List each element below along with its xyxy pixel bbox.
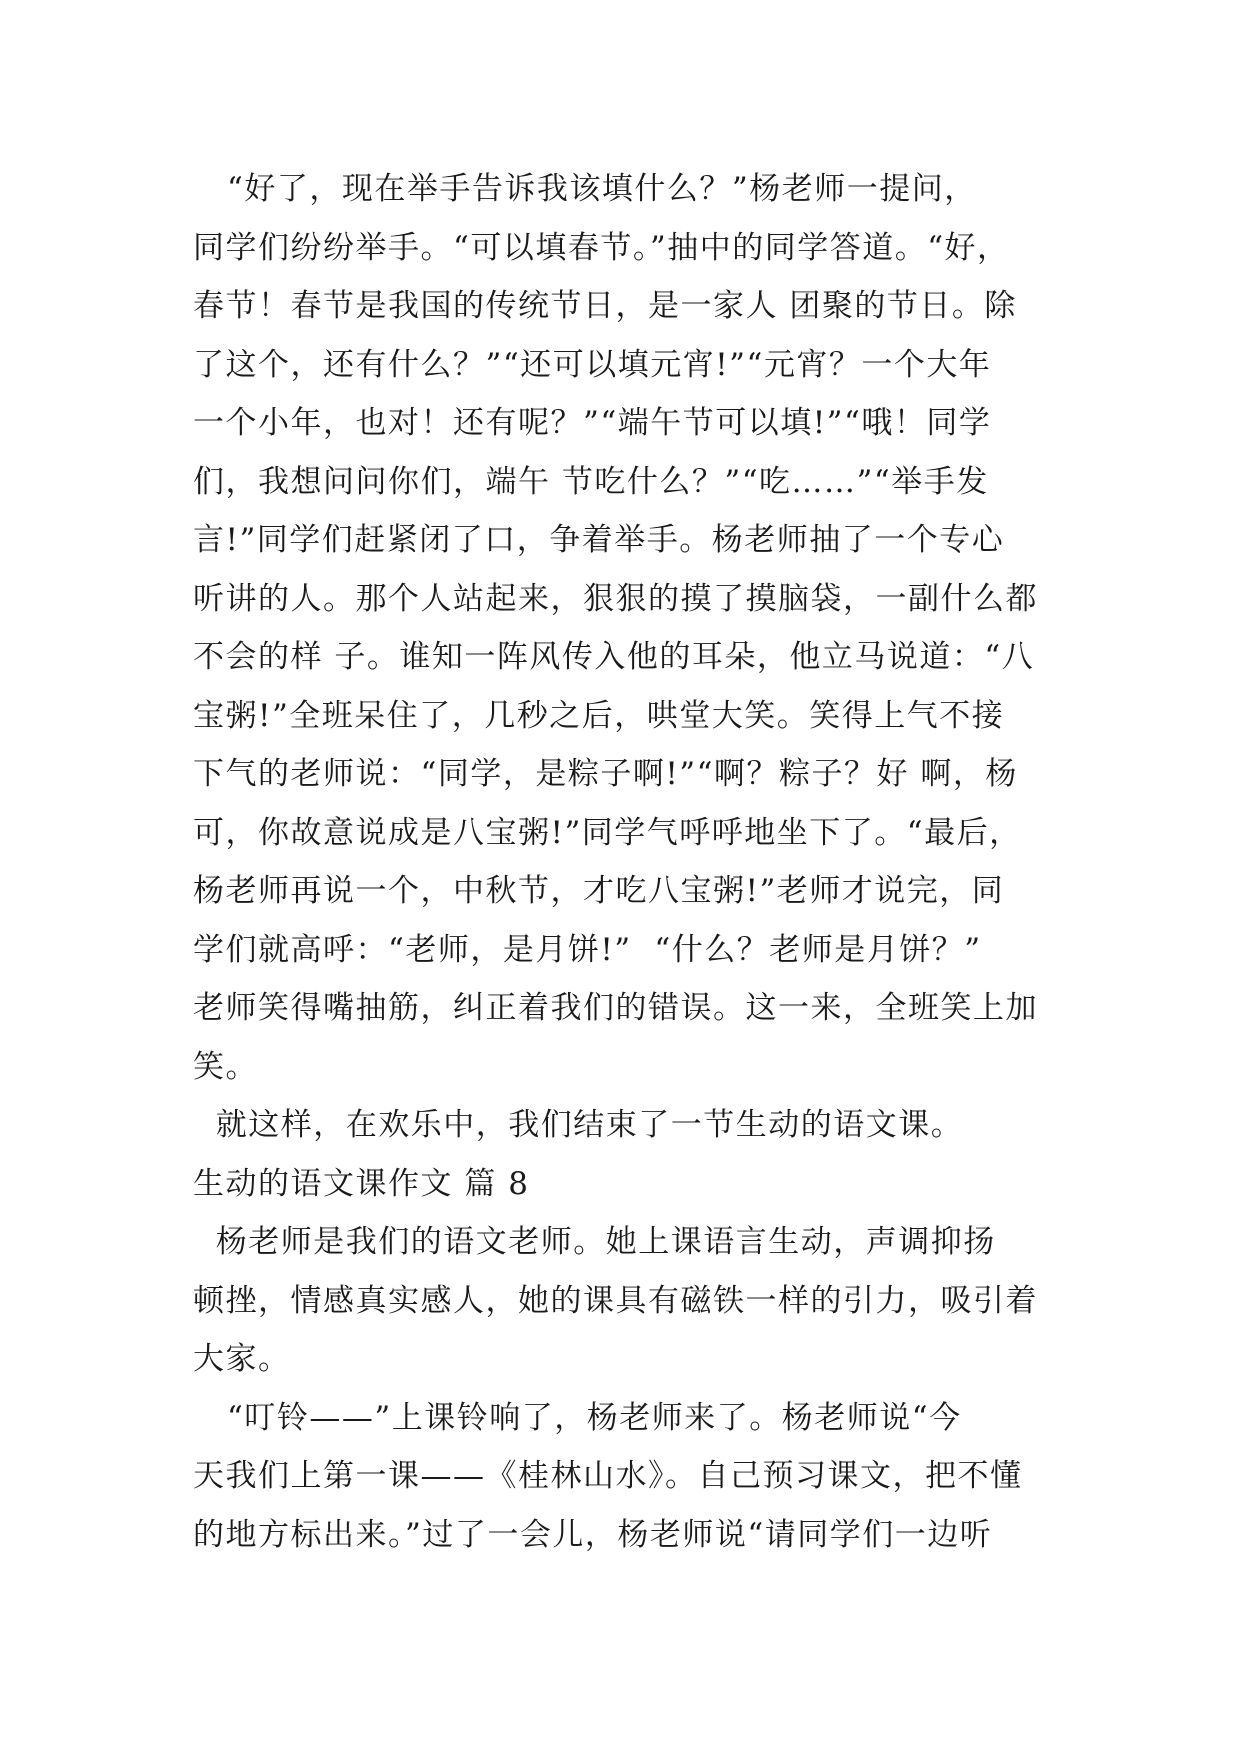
text-line: 同学们纷纷举手。“可以填春节。”抽中的同学答道。“好， (193, 229, 1010, 266)
text-line: 一个小年，也对！还有呢？”“端午节可以填!”“哦！同学 (193, 405, 992, 441)
text-line: 的地方标出来。”过了一会儿，杨老师说“请同学们一边听 (193, 1516, 993, 1553)
text-line: 言!”同学们赶紧闭了口，争着举手。杨老师抽了一个专心 (193, 522, 1005, 558)
text-line: 宝粥!”全班呆住了，几秒之后，哄堂大笑。笑得上气不接 (193, 697, 1005, 734)
text-line: 天我们上第一课——《桂林山水》。自己预习课文，把不懂 (193, 1458, 1023, 1494)
text-line: 顿挫，情感真实感人，她的课具有磁铁一样的引力，吸引着 (193, 1282, 1038, 1319)
text-line: 春节！春节是我国的传统节日，是一家人 团聚的节日。除 (193, 288, 1017, 324)
text-line: 下气的老师说：“同学，是粽子啊!”“啊？粽子？好 啊，杨 (193, 756, 1018, 792)
paragraph-line: 杨老师是我们的语文老师。她上课语言生动，声调抑扬 (193, 1224, 996, 1260)
text-line: 可，你故意说成是八宝粥!”同学气呼呼地坐下了。“最后， (193, 814, 1022, 851)
text-line: “好了，现在举手告诉我该填什么？”杨老师一提问， (193, 171, 977, 207)
text-line: 听讲的人。那个人站起来，狠狠的摸了摸脑袋，一副什么都 (193, 580, 1038, 617)
text-line: 杨老师再说一个，中秋节，才吃八宝粥!”老师才说完，同 (193, 873, 1005, 909)
paragraph-line: “叮铃——”上课铃响了，杨老师来了。杨老师说“今 (193, 1399, 962, 1436)
text-line: 学们就高呼：“老师，是月饼!” “什么？老师是月饼？” (193, 931, 982, 968)
paragraph-line: 就这样，在欢乐中，我们结束了一节生动的语文课。 (193, 1107, 964, 1143)
text-line: 了这个，还有什么？”“还可以填元宵!”“元宵？一个大年 (193, 346, 992, 383)
text-line: 大家。 (193, 1341, 291, 1377)
section-heading: 生动的语文课作文 篇 8 (193, 1165, 530, 1202)
text-line: 不会的样 子。谁知一阵风传入他的耳朵，他立马说道：“八 (193, 639, 1035, 675)
text-line: 笑。 (193, 1048, 258, 1085)
article-body (193, 160, 1053, 1564)
text-line: 老师笑得嘴抽筋，纠正着我们的错误。这一来，全班笑上加 (193, 990, 1038, 1026)
text-line: 们，我想问问你们，端午 节吃什么？”“吃……”“举手发 (193, 463, 989, 500)
